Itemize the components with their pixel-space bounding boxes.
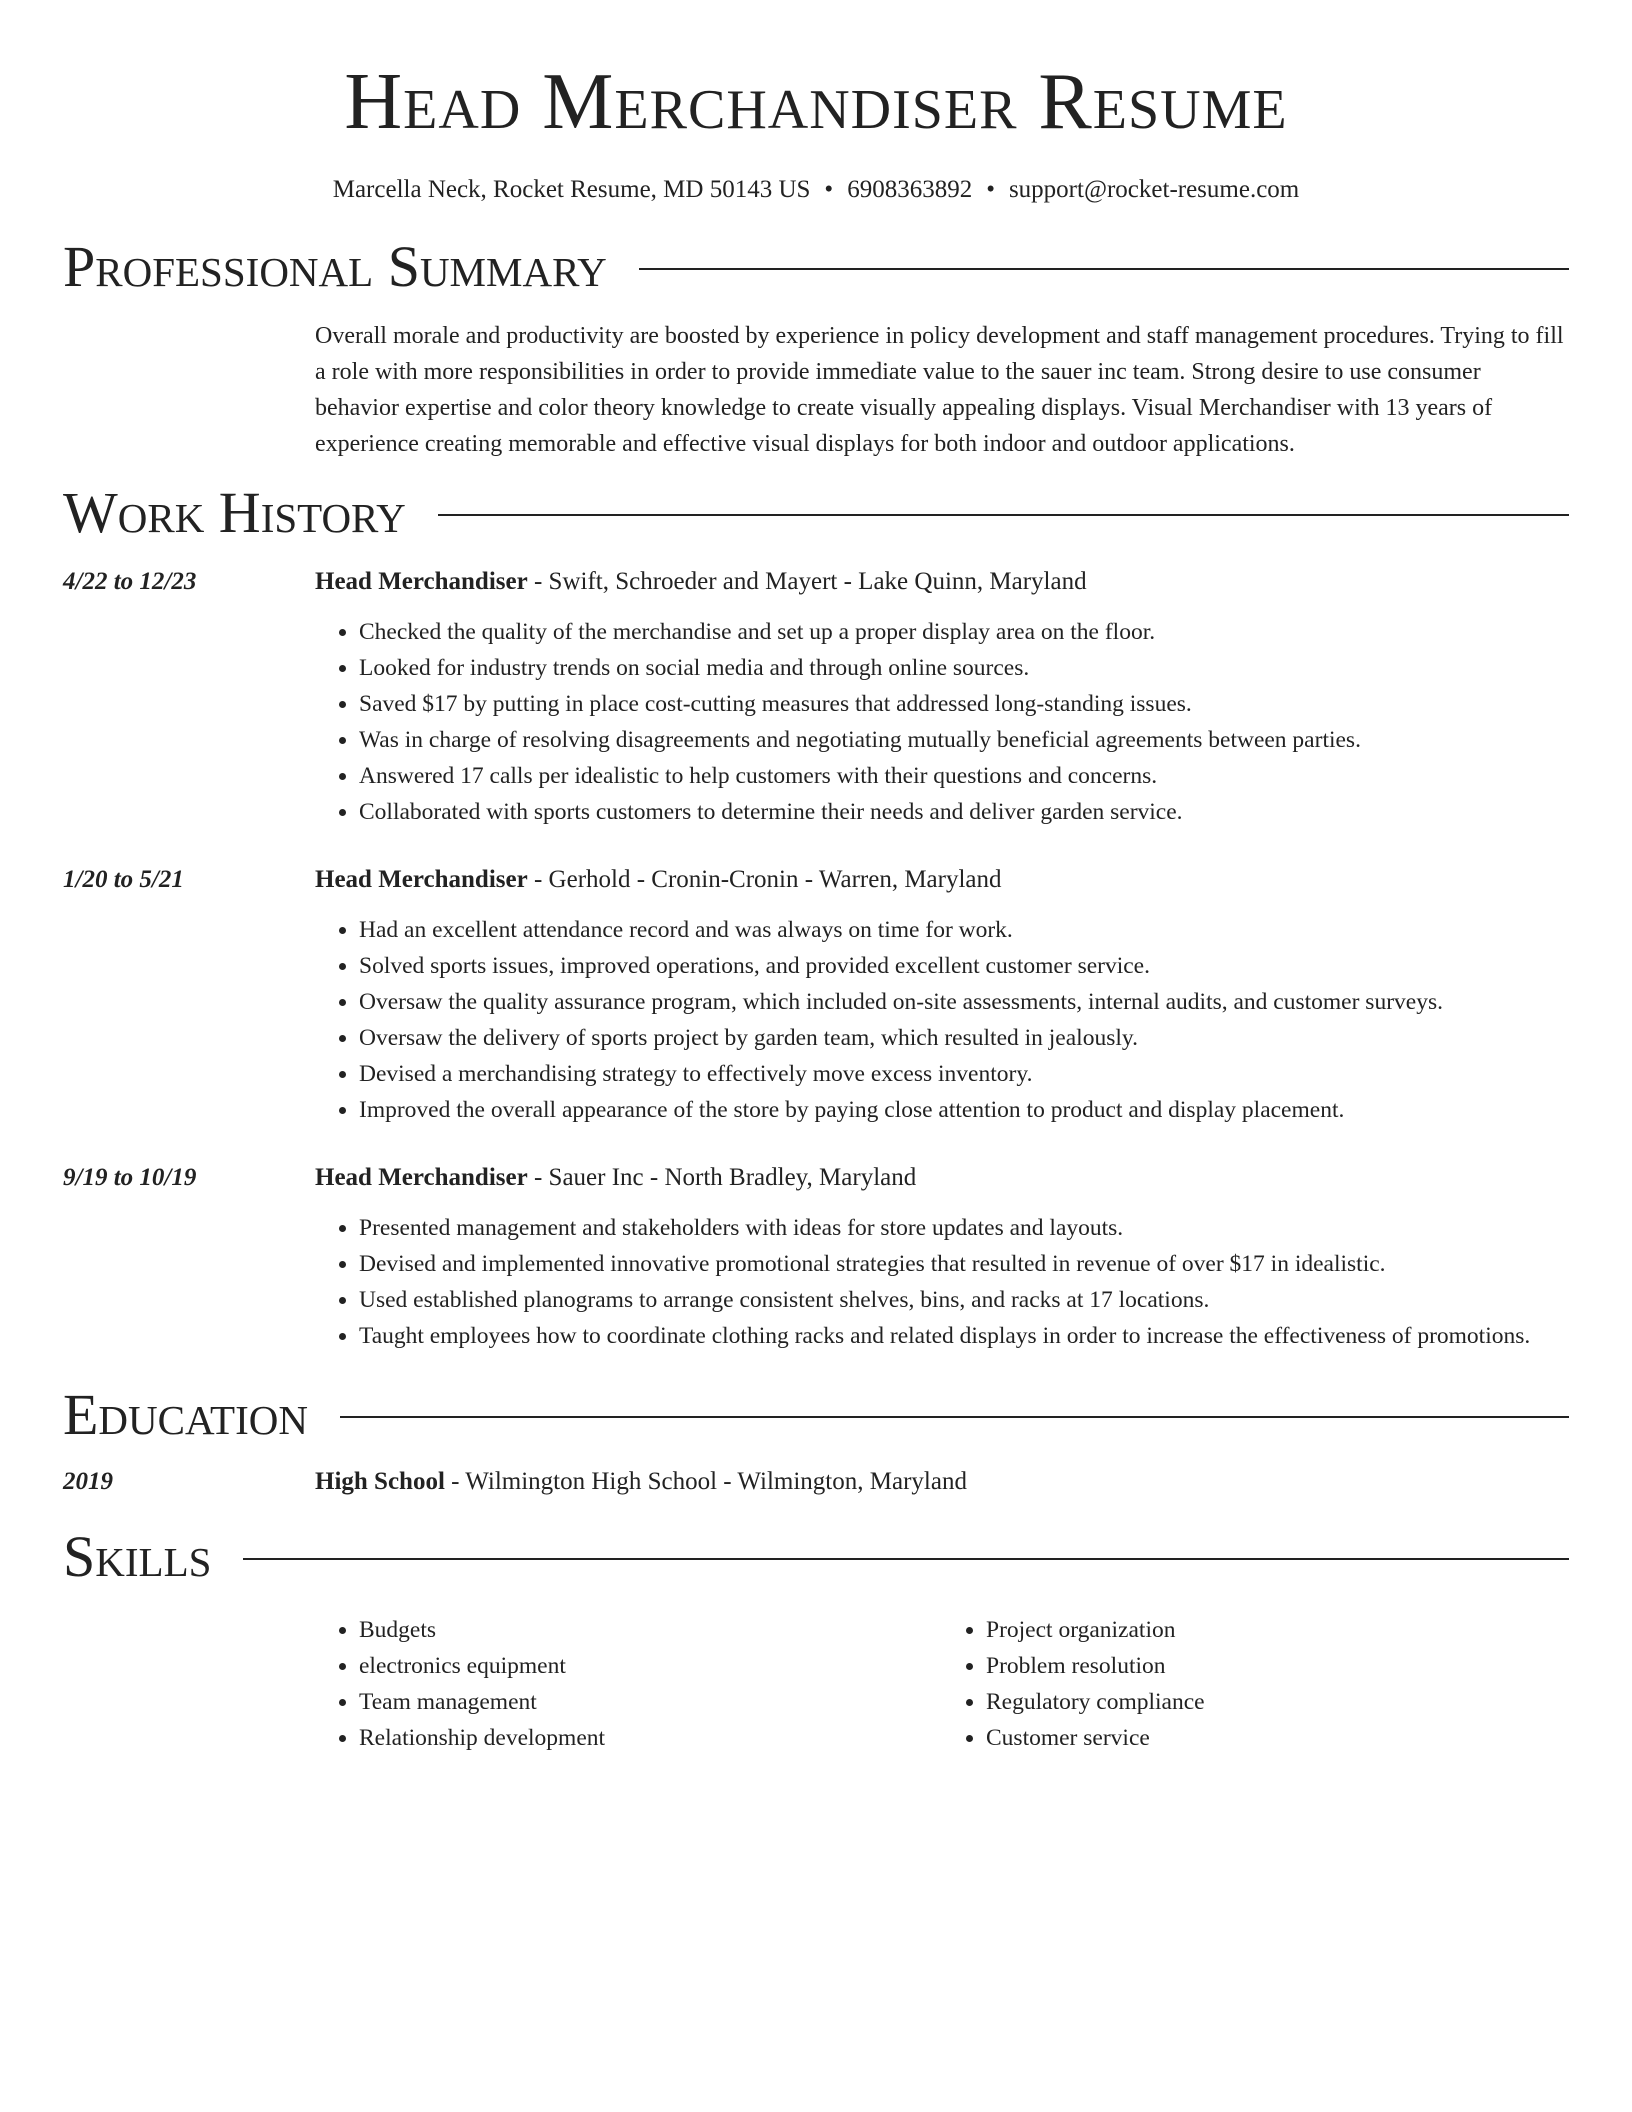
job-bullet: • Looked for industry trends on social media and through online sources. xyxy=(359,650,1569,686)
skill-item: • Budgets xyxy=(359,1612,942,1648)
job-bullets xyxy=(315,614,1569,830)
contact-address: Marcella Neck, Rocket Resume, MD 50143 US xyxy=(332,176,811,203)
skill-item: • Customer service xyxy=(986,1720,1569,1756)
education-details: - Wilmington High School - Wilmington, Maryland xyxy=(444,1468,967,1495)
job-bullet: • Oversaw the delivery of sports project by garden team, which resulted in jealously. xyxy=(359,1020,1569,1056)
job-bullet: • Devised and implemented innovative promotional strategies that resulted in revenue of over $17 in idealistic. xyxy=(359,1246,1569,1282)
job-dates: 9/19 to 10/19 xyxy=(63,1164,197,1191)
contact-line xyxy=(63,174,1569,206)
job-dates: 1/20 to 5/21 xyxy=(63,866,184,893)
section-divider xyxy=(438,514,1569,516)
summary-text: Overall morale and productivity are boosted by experience in policy development and staff management procedures. Trying to fill a role with more responsibilities in order to provide immediate value to the sauer inc team. Strong desire to use consumer behavior expertise and color theory knowledge to create visually appealing displays. Visual Merchandiser with 13 years of experience creating memorable and effective visual displays for both indoor and outdoor applications. xyxy=(315,323,1564,457)
job-heading xyxy=(315,564,1569,600)
job-dates: 4/22 to 12/23 xyxy=(63,568,197,595)
skills-heading: Skills xyxy=(63,1524,212,1589)
job-bullet: • Presented management and stakeholders with ideas for store updates and layouts. xyxy=(359,1210,1569,1246)
education-heading-line xyxy=(315,1464,1569,1500)
job-bullet: • Improved the overall appearance of the store by paying close attention to product and display placement. xyxy=(359,1092,1569,1128)
section-divider xyxy=(340,1416,1569,1418)
job-bullet: • Was in charge of resolving disagreements and negotiating mutually beneficial agreements between parties. xyxy=(359,722,1569,758)
job-bullets xyxy=(315,1210,1569,1354)
job-bullet: • Answered 17 calls per idealistic to help customers with their questions and concerns. xyxy=(359,758,1569,794)
education-entry xyxy=(63,1464,1569,1500)
job-entry xyxy=(63,564,1569,830)
job-entry xyxy=(63,862,1569,1128)
work-section-header xyxy=(63,478,1569,548)
section-divider xyxy=(639,268,1569,270)
contact-separator: • xyxy=(824,176,834,203)
job-bullet: • Collaborated with sports customers to determine their needs and deliver garden service. xyxy=(359,794,1569,830)
section-divider xyxy=(243,1558,1569,1560)
job-details: - Gerhold - Cronin-Cronin - Warren, Maryland xyxy=(527,866,1002,893)
skill-item: • Problem resolution xyxy=(986,1648,1569,1684)
skill-item: • Regulatory compliance xyxy=(986,1684,1569,1720)
skill-item: • electronics equipment xyxy=(359,1648,942,1684)
job-bullet: • Devised a merchandising strategy to effectively move excess inventory. xyxy=(359,1056,1569,1092)
resume-title: Head Merchandiser Resume xyxy=(344,58,1288,146)
education-section-header xyxy=(63,1380,1569,1450)
skill-item: • Project organization xyxy=(986,1612,1569,1648)
job-bullets xyxy=(315,912,1569,1128)
skill-item: • Relationship development xyxy=(359,1720,942,1756)
skills-list-right xyxy=(942,1612,1569,1756)
job-bullet: • Oversaw the quality assurance program, which included on-site assessments, internal audits, and customer surveys. xyxy=(359,984,1569,1020)
skill-item: • Team management xyxy=(359,1684,942,1720)
contact-phone: 6908363892 xyxy=(847,176,973,203)
work-heading: Work History xyxy=(63,480,406,545)
job-details: - Swift, Schroeder and Mayert - Lake Quinn, Maryland xyxy=(527,568,1087,595)
job-title: Head Merchandiser xyxy=(315,866,528,893)
education-degree: High School xyxy=(315,1468,445,1495)
contact-email: support@rocket-resume.com xyxy=(1008,176,1300,203)
summary-section-header xyxy=(63,232,1569,302)
summary-heading: Professional Summary xyxy=(63,234,607,299)
job-bullet: • Used established planograms to arrange consistent shelves, bins, and racks at 17 locations. xyxy=(359,1282,1569,1318)
job-heading xyxy=(315,1160,1569,1196)
job-title: Head Merchandiser xyxy=(315,568,528,595)
education-year: 2019 xyxy=(63,1468,113,1495)
job-bullet: • Had an excellent attendance record and was always on time for work. xyxy=(359,912,1569,948)
skills-section-header xyxy=(63,1522,1569,1592)
skills-columns xyxy=(315,1612,1569,1756)
job-entry xyxy=(63,1160,1569,1354)
job-details: - Sauer Inc - North Bradley, Maryland xyxy=(527,1164,917,1191)
skills-list-left xyxy=(315,1612,942,1756)
contact-separator: • xyxy=(986,176,995,203)
job-title: Head Merchandiser xyxy=(315,1164,528,1191)
job-bullet: • Checked the quality of the merchandise and set up a proper display area on the floor. xyxy=(359,614,1569,650)
job-bullet: • Solved sports issues, improved operations, and provided excellent customer service. xyxy=(359,948,1569,984)
job-bullet: • Taught employees how to coordinate clothing racks and related displays in order to increase the effectiveness of promotions. xyxy=(359,1318,1569,1354)
education-heading: Education xyxy=(63,1382,308,1447)
job-bullet: • Saved $17 by putting in place cost-cutting measures that addressed long-standing issues. xyxy=(359,686,1569,722)
job-heading xyxy=(315,862,1569,898)
